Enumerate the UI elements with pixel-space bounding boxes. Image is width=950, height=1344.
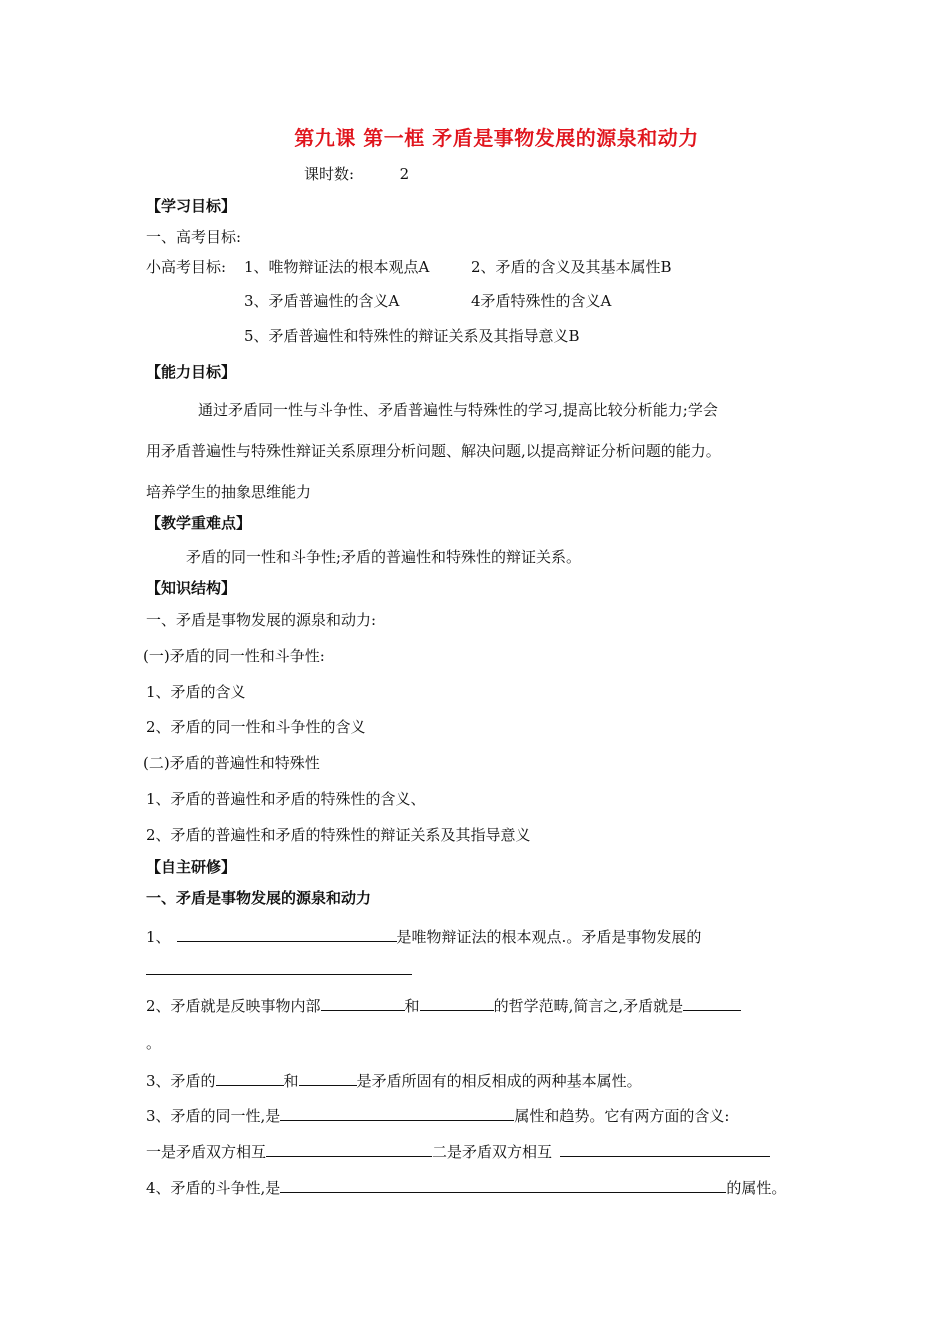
question-2-text-a: 2、矛盾就是反映事物内部 — [146, 997, 321, 1015]
page-title: 第九课 第一框 矛盾是事物发展的源泉和动力 — [294, 126, 699, 150]
lesson-hours-value: 2 — [399, 165, 410, 183]
section-learning-goals: 【学习目标】 — [146, 197, 237, 215]
ability-line-1: 通过矛盾同一性与斗争性、矛盾普遍性与特殊性的学习,提高比较分析能力;学会 — [198, 401, 718, 419]
key-points-text: 矛盾的同一性和斗争性;矛盾的普遍性和特殊性的辩证关系。 — [186, 548, 582, 566]
section-key-points: 【教学重难点】 — [146, 514, 252, 532]
question-5 — [146, 1139, 770, 1163]
question-6 — [146, 1175, 786, 1199]
goal-item-4: 4矛盾特殊性的含义A — [471, 292, 612, 310]
question-4-text-b: 属性和趋势。它有两方面的含义: — [514, 1107, 730, 1125]
knowledge-item: (一)矛盾的同一性和斗争性: — [143, 647, 325, 665]
question-2-text-c: 的哲学范畴,简言之,矛盾就是 — [493, 997, 684, 1015]
question-4-text-a: 3、矛盾的同一性,是 — [146, 1107, 281, 1125]
knowledge-item: (二)矛盾的普遍性和特殊性 — [143, 754, 320, 772]
blank-field[interactable] — [280, 1103, 514, 1121]
blank-field[interactable] — [299, 1068, 357, 1086]
question-5-text-b: 二是矛盾双方相互 — [432, 1143, 553, 1161]
blank-field[interactable] — [683, 993, 741, 1011]
knowledge-item: 1、矛盾的普遍性和矛盾的特殊性的含义、 — [146, 790, 426, 808]
question-3-text-b: 和 — [283, 1072, 299, 1090]
section-self-study: 【自主研修】 — [146, 858, 237, 876]
question-2-text-b: 和 — [404, 997, 420, 1015]
question-3-text-c: 是矛盾所固有的相反相成的两种基本属性。 — [356, 1072, 642, 1090]
blank-field[interactable] — [266, 1139, 432, 1157]
blank-field[interactable] — [321, 993, 405, 1011]
goal-item-2: 2、矛盾的含义及其基本属性B — [471, 258, 672, 276]
section-ability-goals: 【能力目标】 — [146, 363, 237, 381]
self-study-heading: 一、矛盾是事物发展的源泉和动力 — [146, 889, 372, 907]
ability-line-3: 培养学生的抽象思维能力 — [146, 483, 312, 501]
question-6-text-b: 的属性。 — [726, 1179, 787, 1197]
lesson-hours — [304, 163, 409, 185]
question-1-text: 是唯物辩证法的根本观点.。矛盾是事物发展的 — [396, 928, 702, 946]
knowledge-item: 2、矛盾的普遍性和矛盾的特殊性的辩证关系及其指导意义 — [146, 826, 531, 844]
knowledge-item: 1、矛盾的含义 — [146, 683, 246, 701]
ability-line-2: 用矛盾普遍性与特殊性辩证关系原理分析问题、解决问题,以提高辩证分析问题的能力。 — [146, 442, 721, 460]
mini-exam-prefix: 小高考目标: — [146, 258, 227, 276]
goal-item-5: 5、矛盾普遍性和特殊性的辩证关系及其指导意义B — [244, 327, 580, 345]
blank-field[interactable] — [280, 1175, 726, 1193]
question-2 — [146, 993, 741, 1017]
question-1 — [146, 924, 701, 948]
blank-field[interactable] — [420, 993, 494, 1011]
question-4 — [146, 1103, 729, 1127]
blank-field[interactable] — [216, 1068, 284, 1086]
blank-field[interactable] — [146, 974, 412, 975]
knowledge-item: 2、矛盾的同一性和斗争性的含义 — [146, 718, 366, 736]
exam-goals-heading: 一、高考目标: — [146, 228, 242, 246]
question-3 — [146, 1068, 642, 1092]
goal-item-3: 3、矛盾普遍性的含义A — [244, 292, 400, 310]
question-1-number: 1、 — [146, 928, 171, 946]
blank-field[interactable] — [177, 924, 397, 942]
blank-field[interactable] — [560, 1139, 770, 1157]
question-5-text-a: 一是矛盾双方相互 — [146, 1143, 267, 1161]
question-6-text-a: 4、矛盾的斗争性,是 — [146, 1179, 281, 1197]
question-2-end: 。 — [146, 1034, 162, 1052]
section-knowledge-structure: 【知识结构】 — [146, 579, 237, 597]
knowledge-item: 一、矛盾是事物发展的源泉和动力: — [146, 611, 377, 629]
goal-item-1: 1、唯物辩证法的根本观点A — [244, 258, 430, 276]
question-3-text-a: 3、矛盾的 — [146, 1072, 216, 1090]
lesson-hours-label: 课时数: — [304, 165, 355, 183]
